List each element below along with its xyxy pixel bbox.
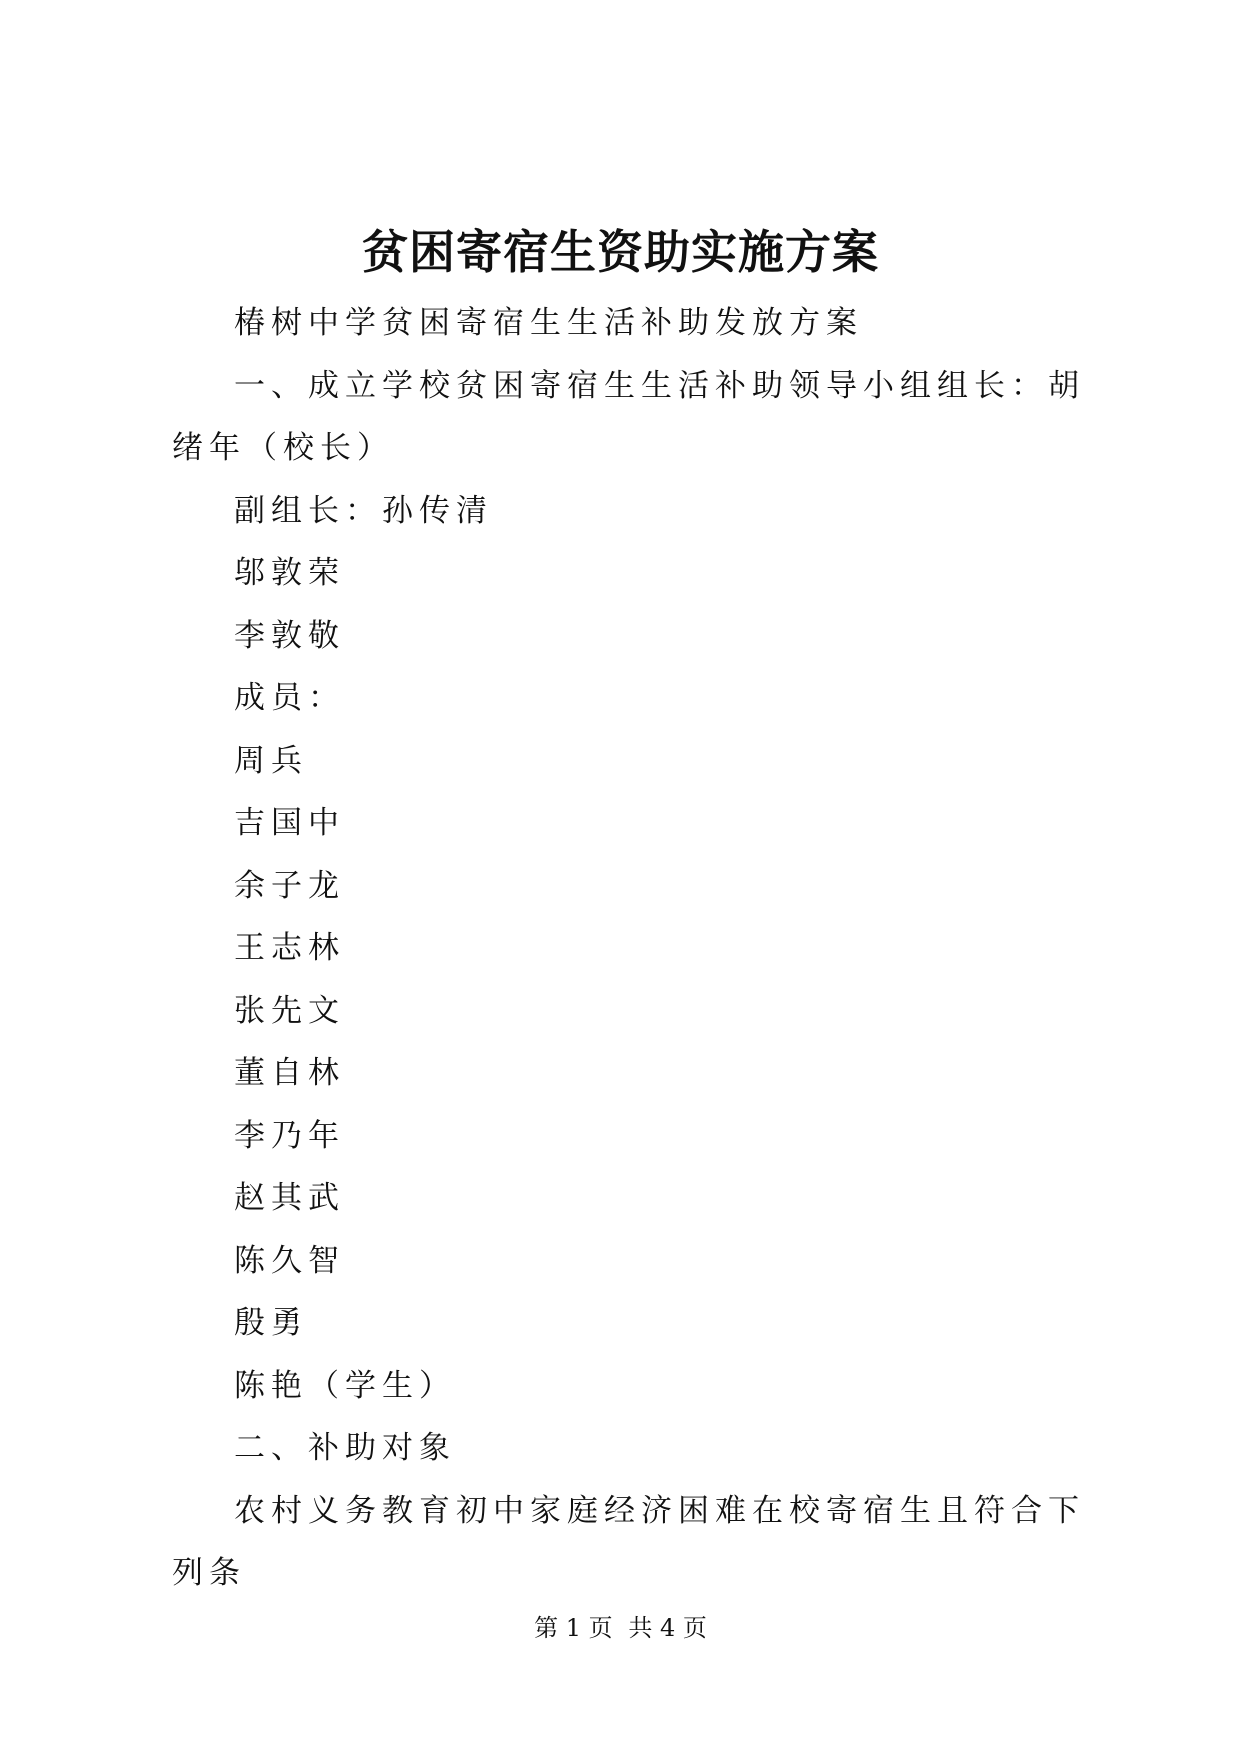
paragraph: 农村义务教育初中家庭经济困难在校寄宿生且符合下列条 xyxy=(172,1492,1085,1591)
paragraph: 余子龙 xyxy=(234,867,345,904)
page-footer xyxy=(0,1612,1241,1644)
paragraph: 赵其武 xyxy=(234,1180,345,1216)
paragraph: 陈艳（学生） xyxy=(234,1367,456,1404)
paragraph: 副组长：孙传清 xyxy=(234,492,493,529)
page-total: 共 4 页 xyxy=(628,1614,707,1642)
paragraph: 椿树中学贫困寄宿生生活补助发放方案 xyxy=(234,305,863,341)
paragraph: 吉国中 xyxy=(234,805,345,841)
paragraph: 一、成立学校贫困寄宿生生活补助领导小组组长：胡绪年（校长） xyxy=(172,367,1085,466)
paragraph: 李乃年 xyxy=(234,1117,345,1154)
paragraph: 二、补助对象 xyxy=(234,1430,456,1466)
paragraph: 邬敦荣 xyxy=(234,555,345,591)
document-body xyxy=(172,292,1092,1605)
page-number: 第 1 页 xyxy=(534,1614,613,1642)
paragraph: 张先文 xyxy=(234,992,345,1029)
paragraph: 李敦敬 xyxy=(234,617,345,654)
document-title: 贫困寄宿生资助实施方案 xyxy=(362,225,879,279)
paragraph: 陈久智 xyxy=(234,1242,345,1279)
paragraph: 成员： xyxy=(234,680,345,716)
paragraph: 王志林 xyxy=(234,930,345,966)
paragraph: 殷勇 xyxy=(234,1305,308,1341)
paragraph: 周兵 xyxy=(234,742,308,779)
paragraph: 董自林 xyxy=(234,1055,345,1091)
